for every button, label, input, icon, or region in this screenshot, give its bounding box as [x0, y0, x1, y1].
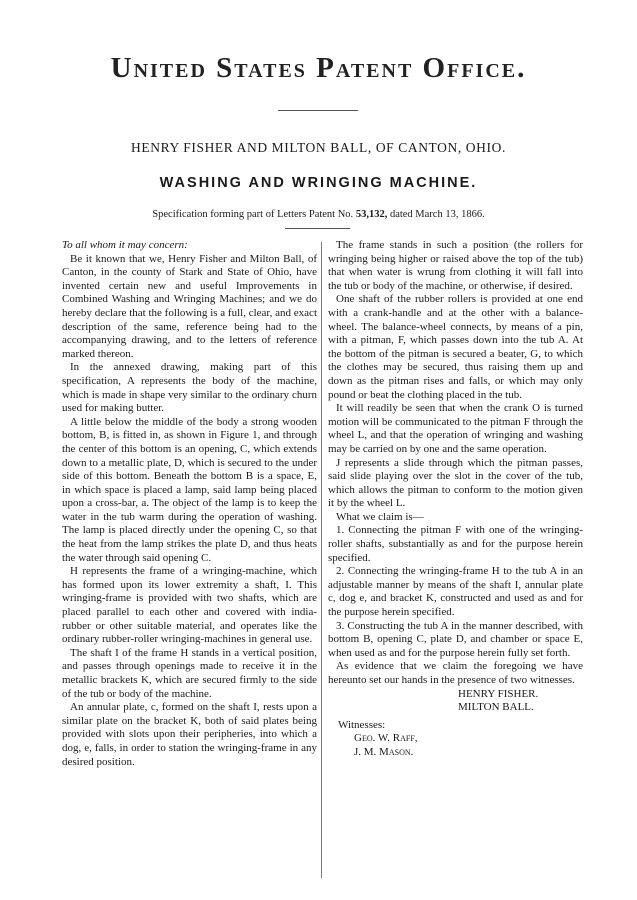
witness: J. M. Mason. [354, 745, 414, 758]
paragraph: A little below the middle of the body a strong wooden bottom, B, is fitted in, as shown in Figure 1, and through the center of this bottom is an opening, C, which extends down to a metallic plate, D, which is secured to the under side of this bottom. Beneath the bottom B is a space, E, in which space is placed a lamp, said lamp being placed upon a cross-bar, a. The object of the lamp is to keep the water in the tub warm during the operation of washing. The lamp is placed directly under the opening C, so that the heat from the lamp strikes the plate D, and thus heats the water through said opening C. [62, 415, 317, 564]
witnesses-label: Witnesses: [338, 718, 386, 731]
right-column [328, 239, 583, 760]
signature: MILTON BALL. [458, 701, 534, 714]
specification-line [0, 209, 637, 220]
office-heading: United States Patent Office. [110, 52, 527, 84]
paragraph: The shaft I of the frame H stands in a vertical position, and passes through openings made to receive it in the metallic brackets K, which are secured firmly to the side of the tub or body of the machine. [62, 646, 317, 700]
invention-title: WASHING AND WRINGING MACHINE. [159, 175, 478, 191]
column-divider [321, 242, 322, 878]
paragraph: In the annexed drawing, making part of this specification, A represents the body of the machine, which is made in shape very similar to the ordinary churn used for making butter. [62, 361, 317, 415]
header-rule [278, 110, 358, 111]
claim: 3. Constructing the tub A in the manner described, with bottom B, opening C, plate D, and chamber or space E, when used as and for the purpose herein fully set forth. [328, 619, 583, 659]
claim: 2. Connecting the wringing-frame H to the tub A in an adjustable manner by means of the shaft I, annular plate c, dog e, and bracket K, constructed and used as and for the purpose herein specified. [328, 565, 583, 619]
paragraph: As evidence that we claim the foregoing we have hereunto set our hands in the presence of two witnesses. [328, 660, 583, 686]
paragraph: An annular plate, c, formed on the shaft I, rests upon a similar plate on the bracket K, both of said plates being provided with slots upon their peripheries, into which a dog, e, falls, in order to station the wringing-frame in any desired position. [62, 701, 317, 768]
inventors-line: HENRY FISHER AND MILTON BALL, OF CANTON, OHIO. [131, 140, 506, 155]
paragraph: H represents the frame of a wringing-machine, which has formed upon its lower extremity a shaft, I. This wringing-frame is provided with two shafts, which are placed parallel to each other and covered with india-rubber or other suitable material, and operates like the ordinary rubber-roller wringing-machines in general use. [62, 565, 317, 646]
spec-date: dated March 13, 1866. [389, 209, 485, 220]
left-column [62, 239, 317, 769]
paragraph: J represents a slide through which the pitman passes, said slide playing over the slot in the cover of the tub, which allows the pitman to conform to the motion given it by the wheel L. [328, 456, 583, 510]
signature: HENRY FISHER. [458, 687, 539, 700]
salutation: To all whom it may concern: [62, 239, 188, 251]
paragraph: One shaft of the rubber rollers is provided at one end with a crank-handle and at the other with a balance-wheel. The balance-wheel connects, by means of a pin, with a pitman, F, which passes down into the tub A. At the bottom of the pitman is secured a beater, G, to which the clothes may be secured, thus raising them up and down as the pitman rises and falls, or which may only pound or beat the clothing placed in the tub. [328, 293, 583, 401]
claims-intro: What we claim is— [336, 510, 424, 523]
spec-rule [285, 228, 350, 229]
witness: Geo. W. Raff, [354, 732, 418, 745]
paragraph: Be it known that we, Henry Fisher and Milton Ball, of Canton, in the county of Stark and State of Ohio, have invented certain new and useful Improvements in Combined Washing and Wringing Machines; and we do hereby declare that the following is a full, clear, and exact description of the same, reference being had to the accompanying drawing, and to the letters of reference marked thereon. [62, 252, 317, 360]
spec-prefix: Specification forming part of Letters Patent No. [152, 209, 354, 220]
claim: 1. Connecting the pitman F with one of the wringing-roller shafts, substantially as and for the purpose herein specified. [328, 524, 583, 564]
paragraph: The frame stands in such a position (the rollers for wringing being higher or raised above the top of the tub) that when water is wrung from clothing it will fall into the tub or body of the machine, or otherwise, if desired. [328, 239, 583, 292]
patent-number: 53,132, [355, 209, 388, 220]
paragraph: It will readily be seen that when the crank O is turned motion will be communicated to the pitman F through the wheel L, and that the operation of wringing and washing may be carried on by one and the same operation. [328, 402, 583, 455]
